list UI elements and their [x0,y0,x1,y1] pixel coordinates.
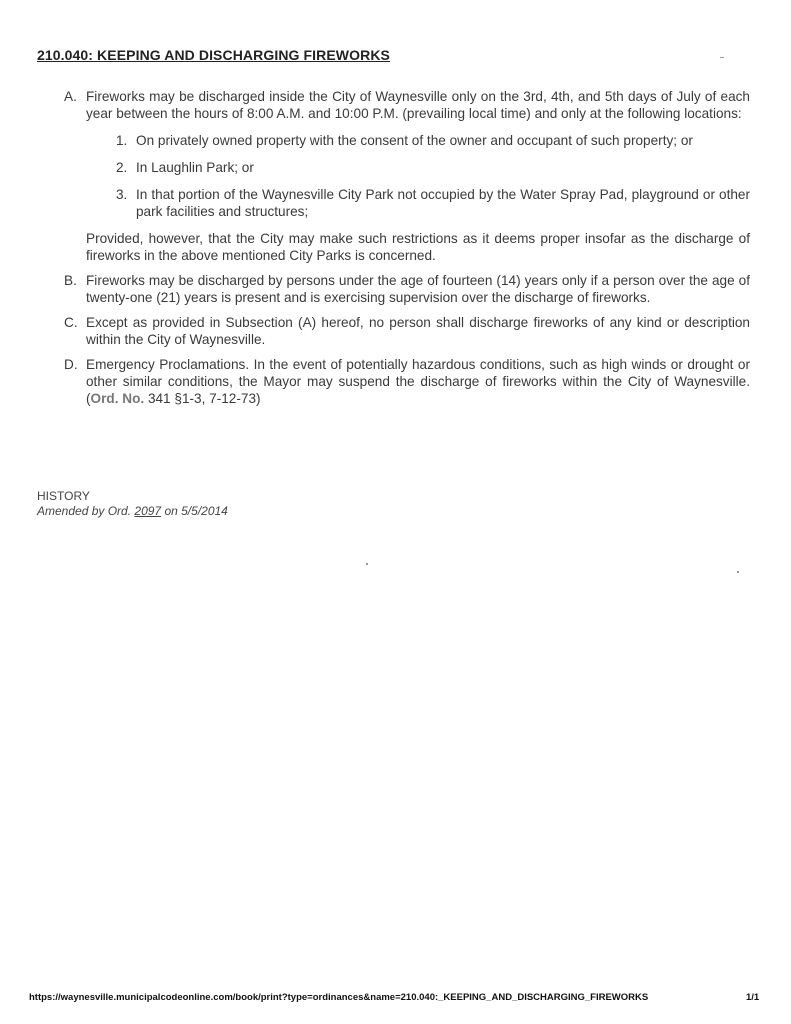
paragraph-label: A. [64,89,77,104]
paragraph-b [64,272,750,306]
footer-url: https://waynesville.municipalcodeonline.com/book/print?type=ordinances&name=210.040:_KEEPING_AND_DISCHARGING_FIREWORKS [29,992,649,1003]
list-item-text: In Laughlin Park; or [136,160,254,175]
list-item-number: 2. [116,160,128,175]
ordinance-reference: 341 §1-3, 7-12-73) [147,391,261,406]
list-item [116,186,750,220]
section-body [64,88,750,415]
paragraph-text [86,356,750,407]
scan-speck [737,571,739,573]
paragraph-d [64,356,750,407]
paragraph-label: C. [64,315,78,330]
proviso-text: Provided, however, that the City may make such restrictions as it deems proper insofar as the discharge of fireworks in the above mentioned City Parks is concerned. [86,231,750,263]
paragraph-text: Fireworks may be discharged by persons under the age of fourteen (14) years only if a person over the age of twenty-one (21) years is present and is exercising supervision over the discharge of fireworks. [86,273,750,305]
list-item-text: On privately owned property with the consent of the owner and occupant of such property; or [136,133,693,148]
history-heading: HISTORY [37,489,90,503]
footer-page-number: 1/1 [746,992,760,1003]
amendment-suffix: on 5/5/2014 [164,504,228,518]
paragraph-label: D. [64,357,78,372]
paragraph-c [64,314,750,348]
ordinance-paren: ( [86,391,91,406]
list-item [116,159,750,176]
scan-speck [720,57,724,58]
list-item-number: 3. [116,187,128,202]
ordinance-link[interactable]: 2097 [134,504,162,518]
list-item [116,132,750,149]
locations-list [116,132,750,220]
ordinance-label: Ord. No. [90,391,145,406]
section-title: 210.040: KEEPING AND DISCHARGING FIREWORKS [37,47,390,63]
scan-speck [366,563,368,565]
paragraph-text: Except as provided in Subsection (A) hereof, no person shall discharge fireworks of any kind or description within the City of Waynesville. [86,315,750,347]
list-item-text: In that portion of the Waynesville City Park not occupied by the Water Spray Pad, playground or other park facilities and structures; [136,187,750,219]
paragraph-label: B. [64,273,77,288]
history-block [37,489,228,519]
paragraph-d-body: Emergency Proclamations. In the event of potentially hazardous conditions, such as high winds or drought or other similar conditions, the Mayor may suspend the discharge of fireworks within the City of Waynesville. [86,357,750,389]
amendment-prefix: Amended by Ord. [37,504,132,518]
paragraph-a [64,88,750,122]
paragraph-text: Fireworks may be discharged inside the City of Waynesville only on the 3rd, 4th, and 5th days of July of each year between the hours of 8:00 A.M. and 10:00 P.M. (prevailing local time) and only at the following locations: [86,89,750,121]
history-amendment [37,504,228,519]
list-item-number: 1. [116,133,128,148]
